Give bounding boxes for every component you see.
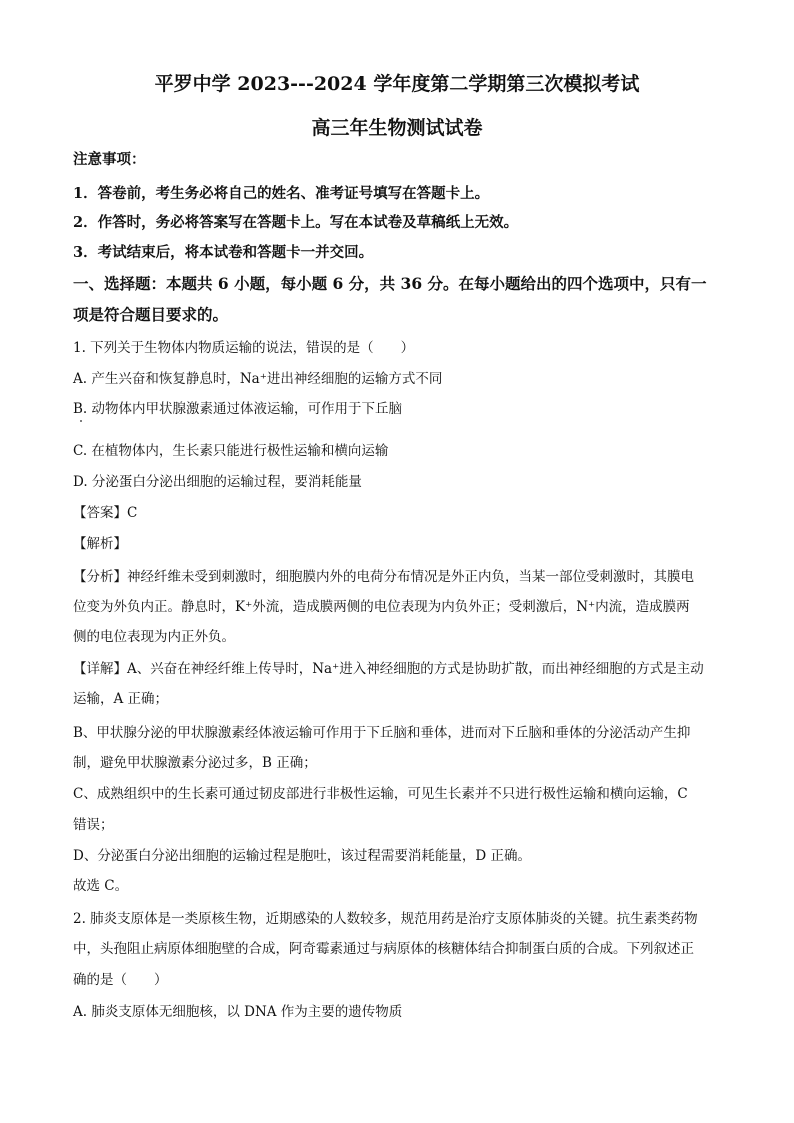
q1-xiangjie-line-1: 【详解】A、兴奋在神经纤维上传导时，Na⁺进入神经细胞的方式是协助扩散，而出神经细胞的方式是主动	[73, 661, 704, 677]
q2-stem-line-1: 2. 肺炎支原体是一类原核生物，近期感染的人数较多，规范用药是治疗支原体肺炎的关键。抗生素类药物	[73, 911, 698, 927]
q1-xiangjie-line-2: 运输，A 正确；	[73, 691, 169, 707]
q1-answer: 【答案】C	[73, 505, 138, 521]
q2-option-a: A. 肺炎支原体无细胞核，以 DNA 作为主要的遗传物质	[73, 1004, 403, 1020]
q1-option-d: D. 分泌蛋白分泌出细胞的运输过程，要消耗能量	[73, 474, 362, 490]
q1-option-a: A. 产生兴奋和恢复静息时，Na⁺进出神经细胞的运输方式不同	[73, 371, 443, 387]
q1-xiangjie-line-4: 制，避免甲状腺激素分泌过多，B 正确；	[73, 755, 317, 771]
notice-item-1: 1．答卷前，考生务必将自己的姓名、准考证号填写在答题卡上。	[73, 185, 490, 202]
exam-title: 平罗中学 2023---2024 学年度第二学期第三次模拟考试	[154, 73, 640, 95]
q1-xiangjie-line-7: D、分泌蛋白分泌出细胞的运输过程是胞吐，该过程需要消耗能量，D 正确。	[73, 848, 531, 864]
q1-fenxi-line-3: 侧的电位表现为内正外负。	[73, 629, 235, 645]
q1-xiangjie-line-5: C、成熟组织中的生长素可通过韧皮部进行非极性运输，可见生长素并不只进行极性运输和横向运输，C	[73, 786, 688, 802]
q1-option-b: B. 动物体内甲状腺激素通过体液运输，可作用于下丘脑	[73, 401, 403, 417]
q1-xiangjie-line-3: B、甲状腺分泌的甲状腺激素经体液运输可作用于下丘脑和垂体，进而对下丘脑和垂体的分泌活动产生抑	[73, 725, 691, 741]
exam-subtitle: 高三年生物测试试卷	[311, 117, 483, 139]
q1-option-c: C. 在植物体内，生长素只能进行极性运输和横向运输	[73, 443, 389, 459]
q2-stem-line-2: 中，头孢阻止病原体细胞壁的合成，阿奇霉素通过与病原体的核糖体结合抑制蛋白质的合成。下列叙述正	[73, 941, 694, 957]
section-heading-line-2: 项是符合题目要求的。	[73, 305, 229, 324]
q1-fenxi-line-2: 位变为外负内正。静息时，K⁺外流，造成膜两侧的电位表现为内负外正；受刺激后，N⁺内流，造成膜两	[73, 599, 690, 615]
q1-xiangjie-line-6: 错误；	[73, 817, 114, 833]
q1-xiangjie-line-8: 故选 C。	[73, 878, 129, 894]
notice-item-3: 3．考试结束后，将本试卷和答题卡一并交回。	[73, 244, 374, 261]
notice-item-2: 2．作答时，务必将答案写在答题卡上。写在本试卷及草稿纸上无效。	[73, 214, 519, 231]
section-heading-line-1: 一、选择题：本题共 6 小题，每小题 6 分，共 36 分。在每小题给出的四个选项中，只有一	[73, 274, 707, 293]
q1-stem: 1. 下列关于生物体内物质运输的说法，错误的是（ ）	[73, 340, 415, 356]
q1-fenxi-line-1: 【分析】神经纤维未受到刺激时，细胞膜内外的电荷分布情况是外正内负，当某一部位受刺激时，其膜电	[73, 569, 694, 585]
notice-heading: 注意事项：	[73, 151, 146, 168]
q1-analysis-label: 【解析】	[73, 536, 127, 552]
q2-stem-line-3: 确的是（ ）	[73, 972, 168, 988]
stray-dot	[80, 420, 82, 422]
